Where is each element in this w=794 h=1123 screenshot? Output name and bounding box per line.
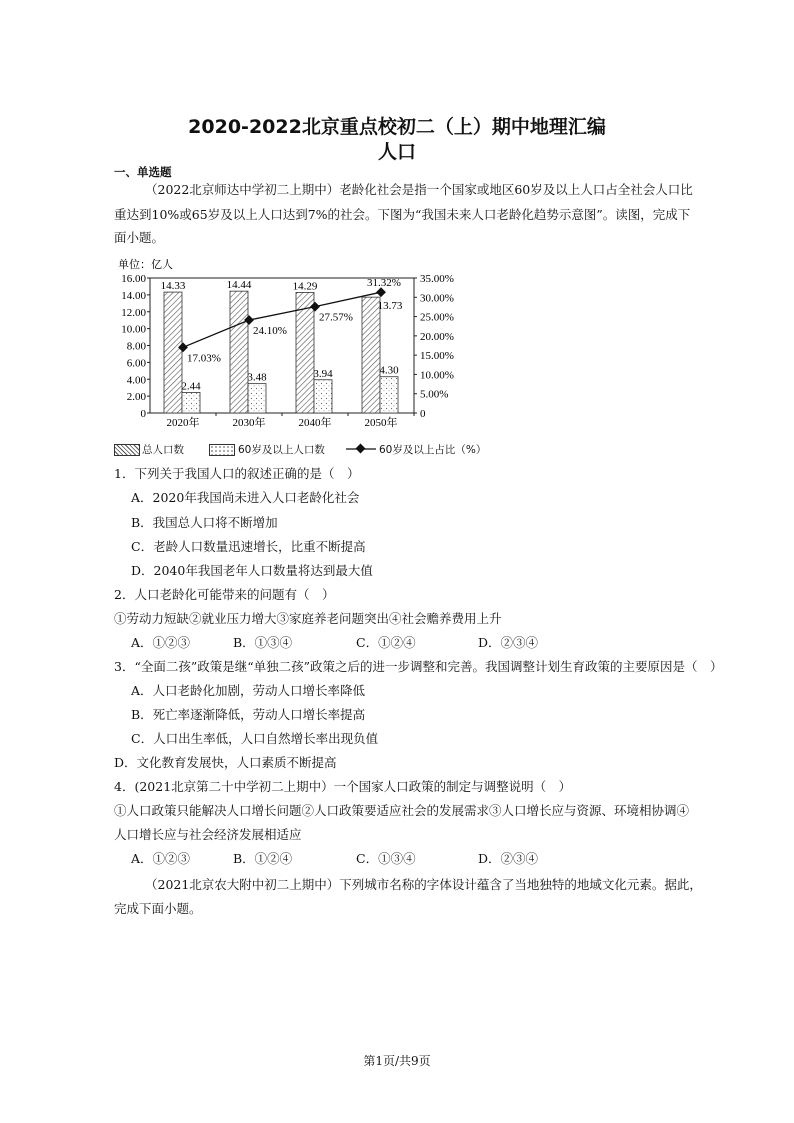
y-tick-label: 8.00 <box>126 340 146 353</box>
q4-items-line1: ①人口政策只能解决人口增长问题②人口政策要适应社会的发展需求③人口增长应与资源、环境相协调④ <box>114 803 690 818</box>
intro2-line1: （2021北京农大附中初二上期中）下列城市名称的字体设计蕴含了当地独特的地域文化元素。据此， <box>145 877 702 892</box>
y2-tick-label: 35.00% <box>420 273 454 285</box>
y2-tick-label: 20.00% <box>420 330 454 343</box>
y-tick-label: 10.00 <box>121 323 146 336</box>
x-tick-label: 2030年 <box>232 417 266 429</box>
ratio-label: 31.32% <box>367 277 401 290</box>
q1-stem: 1．下列关于我国人口的叙述正确的是（ ） <box>114 466 360 481</box>
y2-tick-label: 15.00% <box>420 350 454 363</box>
bar-total-population <box>230 291 248 413</box>
y-tick-label: 14.00 <box>121 289 146 302</box>
bar-total-population <box>164 292 182 413</box>
legend-ratio-swatch <box>346 443 376 455</box>
bar-total-population <box>362 297 380 413</box>
document-subtitle: 人口 <box>377 141 416 163</box>
y2-tick-label: 25.00% <box>420 311 454 324</box>
q3-option-b: B．死亡率逐渐降低，劳动人口增长率提高 <box>131 707 366 722</box>
bar-total-label: 13.73 <box>377 300 403 313</box>
q4-option-d: D．②③④ <box>478 851 539 866</box>
ratio-label: 27.57% <box>319 311 353 324</box>
chart-unit-label: 单位：亿人 <box>118 259 173 271</box>
y2-tick-label: 30.00% <box>420 292 454 305</box>
intro1-line1: （2022北京师达中学初二上期中）老龄化社会是指一个国家或地区60岁及以上人口占全社会人口比 <box>145 182 693 197</box>
y2-tick-label: 5.00% <box>420 388 449 401</box>
chart-legend <box>114 442 494 458</box>
y-tick-label: 16.00 <box>121 273 146 285</box>
y-tick-label: 0 <box>140 408 146 420</box>
legend-total-label: 总人口数 <box>142 444 184 456</box>
q2-option-b: B．①③④ <box>233 635 293 650</box>
q4-items-line2: 人口增长应与社会经济发展相适应 <box>114 827 302 842</box>
q3-option-a: A．人口老龄化加剧，劳动人口增长率降低 <box>131 683 366 698</box>
legend-total-swatch <box>114 444 140 456</box>
bar-elderly-population <box>380 377 398 413</box>
section-heading: 一、单选题 <box>114 165 172 179</box>
y2-tick-label: 10.00% <box>420 369 454 382</box>
q2-option-a: A．①②③ <box>131 635 191 650</box>
bar-elderly-population <box>182 392 200 413</box>
q2-option-d: D．②③④ <box>478 635 539 650</box>
ratio-label: 24.10% <box>253 325 287 338</box>
intro1-line2: 重达到10%或65岁及以上人口达到7%的社会。下图为“我国未来人口老龄化趋势示意图”。读图，完成下 <box>114 207 691 222</box>
x-tick-label: 2020年 <box>166 417 200 429</box>
q1-option-b: B．我国总人口将不断增加 <box>131 515 278 530</box>
bar-total-label: 14.33 <box>160 280 186 293</box>
bar-total-label: 14.29 <box>292 280 318 293</box>
q4-stem: 4．(2021北京第二十中学初二上期中）一个国家人口政策的制定与调整说明（ ） <box>114 779 572 794</box>
legend-elderly-label: 60岁及以上人口数 <box>238 444 325 456</box>
bar-elderly-label: 3.48 <box>247 371 267 384</box>
x-tick-label: 2050年 <box>364 417 398 429</box>
document-title: 2020-2022北京重点校初二（上）期中地理汇编 <box>188 116 606 138</box>
bar-elderly-population <box>248 384 266 413</box>
y-tick-label: 2.00 <box>126 391 146 404</box>
y-tick-label: 12.00 <box>121 306 146 319</box>
y2-tick-label: 0 <box>420 408 426 420</box>
bar-elderly-population <box>314 380 332 413</box>
aging-trend-chart <box>100 252 500 462</box>
intro1-line3: 面小题。 <box>114 230 165 245</box>
bar-elderly-label: 3.94 <box>313 367 333 380</box>
q4-option-c: C．①③④ <box>356 851 416 866</box>
q3-option-d: D．文化教育发展快，人口素质不断提高 <box>114 755 337 770</box>
q3-option-c: C．人口出生率低，人口自然增长率出现负值 <box>131 731 379 746</box>
legend-ratio-label: 60岁及以上占比（%） <box>379 444 487 456</box>
q4-option-a: A．①②③ <box>131 851 191 866</box>
q2-option-c: C．①②④ <box>356 635 416 650</box>
legend-elderly-swatch <box>209 444 235 456</box>
bar-elderly-label: 4.30 <box>379 364 399 377</box>
y-tick-label: 6.00 <box>126 357 146 370</box>
q1-option-d: D．2040年我国老年人口数量将达到最大值 <box>131 563 373 578</box>
x-tick-label: 2040年 <box>298 417 332 429</box>
bar-elderly-label: 2.44 <box>181 380 201 393</box>
q1-option-c: C．老龄人口数量迅速增长，比重不断提高 <box>131 539 366 554</box>
bar-total-label: 14.44 <box>226 279 252 292</box>
ratio-label: 17.03% <box>187 352 221 365</box>
page-footer: 第1页/共9页 <box>363 1054 431 1068</box>
intro2-line2: 完成下面小题。 <box>114 901 202 916</box>
q2-items: ①劳动力短缺②就业压力增大③家庭养老问题突出④社会赡养费用上升 <box>114 611 502 626</box>
q4-option-b: B．①②④ <box>233 851 293 866</box>
q2-stem: 2．人口老龄化可能带来的问题有（ ） <box>114 587 335 602</box>
q3-stem: 3．“全面二孩”政策是继“单独二孩”政策之后的进一步调整和完善。我国调整计划生育政策的主要原因是（ ） <box>114 659 723 674</box>
y-tick-label: 4.00 <box>126 374 146 387</box>
q1-option-a: A．2020年我国尚未进入人口老龄化社会 <box>131 490 360 505</box>
